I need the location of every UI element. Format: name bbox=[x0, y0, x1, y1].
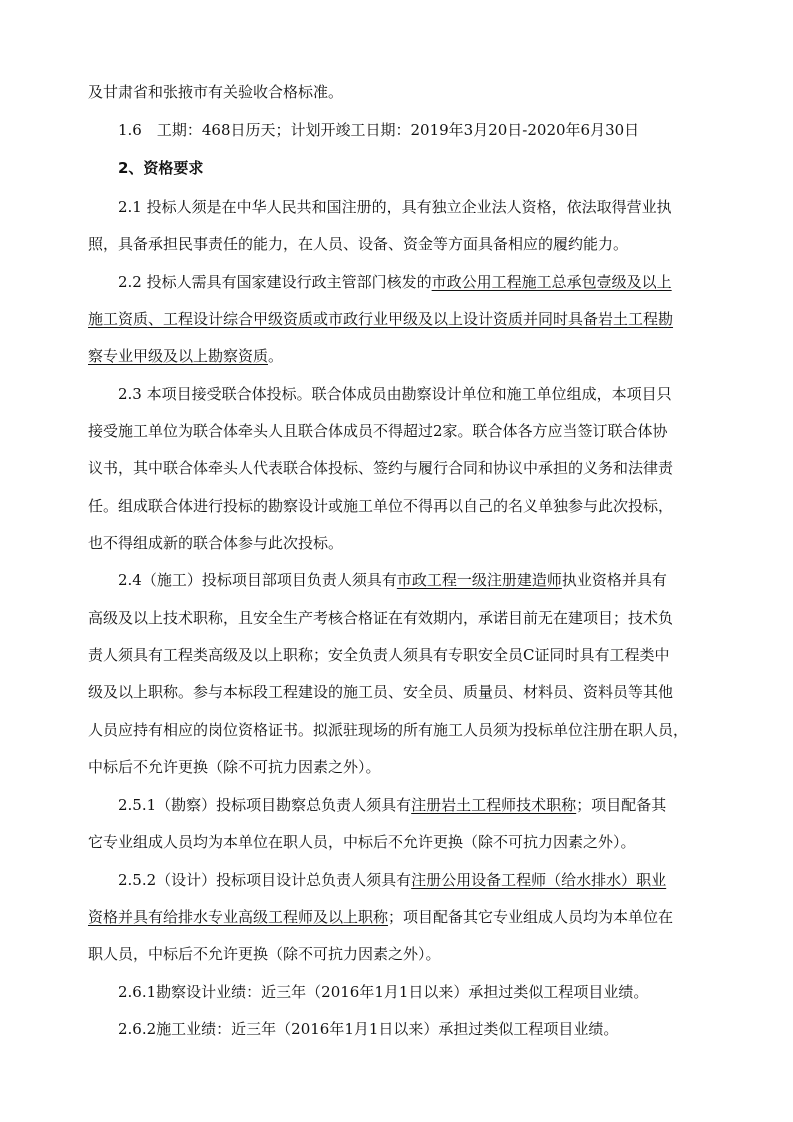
text-segment: 2.4（施工）投标项目部项目负责人须具有 bbox=[118, 571, 397, 589]
text-line: 2.6.1勘察设计业绩：近三年（2016年1月1日以来）承担过类似工程项目业绩。 bbox=[118, 983, 649, 1001]
underlined-text: 注册公用设备工程师（给水排水）职业 bbox=[411, 871, 667, 889]
text-line: 职人员，中标后不允许更换（除不可抗力因素之外）。 bbox=[88, 945, 441, 963]
text-line: 照，具备承担民事责任的能力，在人员、设备、资金等方面具备相应的履约能力。 bbox=[88, 235, 629, 253]
section-heading: 2、资格要求 bbox=[118, 159, 204, 177]
text-line bbox=[88, 907, 708, 927]
underlined-text: 察专业甲级及以上勘察资质 bbox=[88, 347, 269, 365]
text-line bbox=[88, 309, 708, 329]
text-line bbox=[118, 795, 708, 815]
text-segment: ；项目配备其 bbox=[576, 796, 667, 814]
text-segment: 。 bbox=[268, 347, 284, 365]
text-segment: 2.5.1（勘察）投标项目勘察总负责人须具有 bbox=[118, 796, 412, 814]
text-line: 2.3 本项目接受联合体投标。联合体成员由勘察设计单位和施工单位组成，本项目只 bbox=[118, 385, 672, 403]
text-line bbox=[118, 870, 708, 890]
text-line: 也不得组成新的联合体参与此次投标。 bbox=[88, 534, 344, 552]
text-line: 人员应持有相应的岗位资格证书。拟派驻现场的所有施工人员须为投标单位注册在职人员， bbox=[88, 721, 689, 739]
text-line: 2.6.2施工业绩：近三年（2016年1月1日以来）承担过类似工程项目业绩。 bbox=[118, 1020, 619, 1038]
underlined-text: 资格并具有给排水专业高级工程师及以上职称 bbox=[88, 908, 389, 926]
text-line: 议书，其中联合体牵头人代表联合体投标、签约与履行合同和协议中承担的义务和法律责 bbox=[88, 459, 674, 477]
text-segment: ；项目配备其它专业组成人员均为本单位在 bbox=[388, 908, 674, 926]
text-line: 2.1 投标人须是在中华人民共和国注册的，具有独立企业法人资格，依法取得营业执 bbox=[118, 198, 672, 216]
text-segment: 执业资格并具有 bbox=[561, 571, 667, 589]
text-line: 级及以上职称。参与本标段工程建设的施工员、安全员、质量员、材料员、资料员等其他 bbox=[88, 683, 674, 701]
text-line: 1.6 工期：468日历天；计划开竣工日期：2019年3月20日-2020年6月30日 bbox=[118, 121, 640, 139]
text-line bbox=[88, 346, 708, 366]
underlined-text: 市政公用工程施工总承包壹级及以上 bbox=[431, 273, 672, 291]
text-line: 高级及以上技术职称，且安全生产考核合格证在有效期内，承诺目前无在建项目；技术负 bbox=[88, 609, 674, 627]
text-segment: 2.5.2（设计）投标项目设计总负责人须具有 bbox=[118, 871, 412, 889]
text-line: 及甘肃省和张掖市有关验收合格标准。 bbox=[88, 83, 344, 101]
underlined-text: 施工资质、工程设计综合甲级资质或市政行业甲级及以上设计资质并同时具备岩土工程勘 bbox=[88, 310, 674, 328]
text-segment: 2.2 投标人需具有国家建设行政主管部门核发的 bbox=[118, 273, 432, 291]
text-line: 接受施工单位为联合体牵头人且联合体成员不得超过2家。联合体各方应当签订联合体协 bbox=[88, 422, 668, 440]
text-line: 任。组成联合体进行投标的勘察设计或施工单位不得再以自己的名义单独参与此次投标， bbox=[88, 497, 674, 515]
text-line: 责人须具有工程类高级及以上职称；安全负责人须具有专职安全员C证同时具有工程类中 bbox=[88, 646, 670, 664]
underlined-text: 注册岩土工程师技术职称 bbox=[411, 796, 577, 814]
text-line: 它专业组成人员均为本单位在职人员，中标后不允许更换（除不可抗力因素之外）。 bbox=[88, 833, 636, 851]
underlined-text: 市政工程一级注册建造师 bbox=[396, 571, 562, 589]
text-line bbox=[118, 570, 708, 590]
text-line: 中标后不允许更换（除不可抗力因素之外）。 bbox=[88, 758, 381, 776]
text-line bbox=[118, 272, 708, 292]
